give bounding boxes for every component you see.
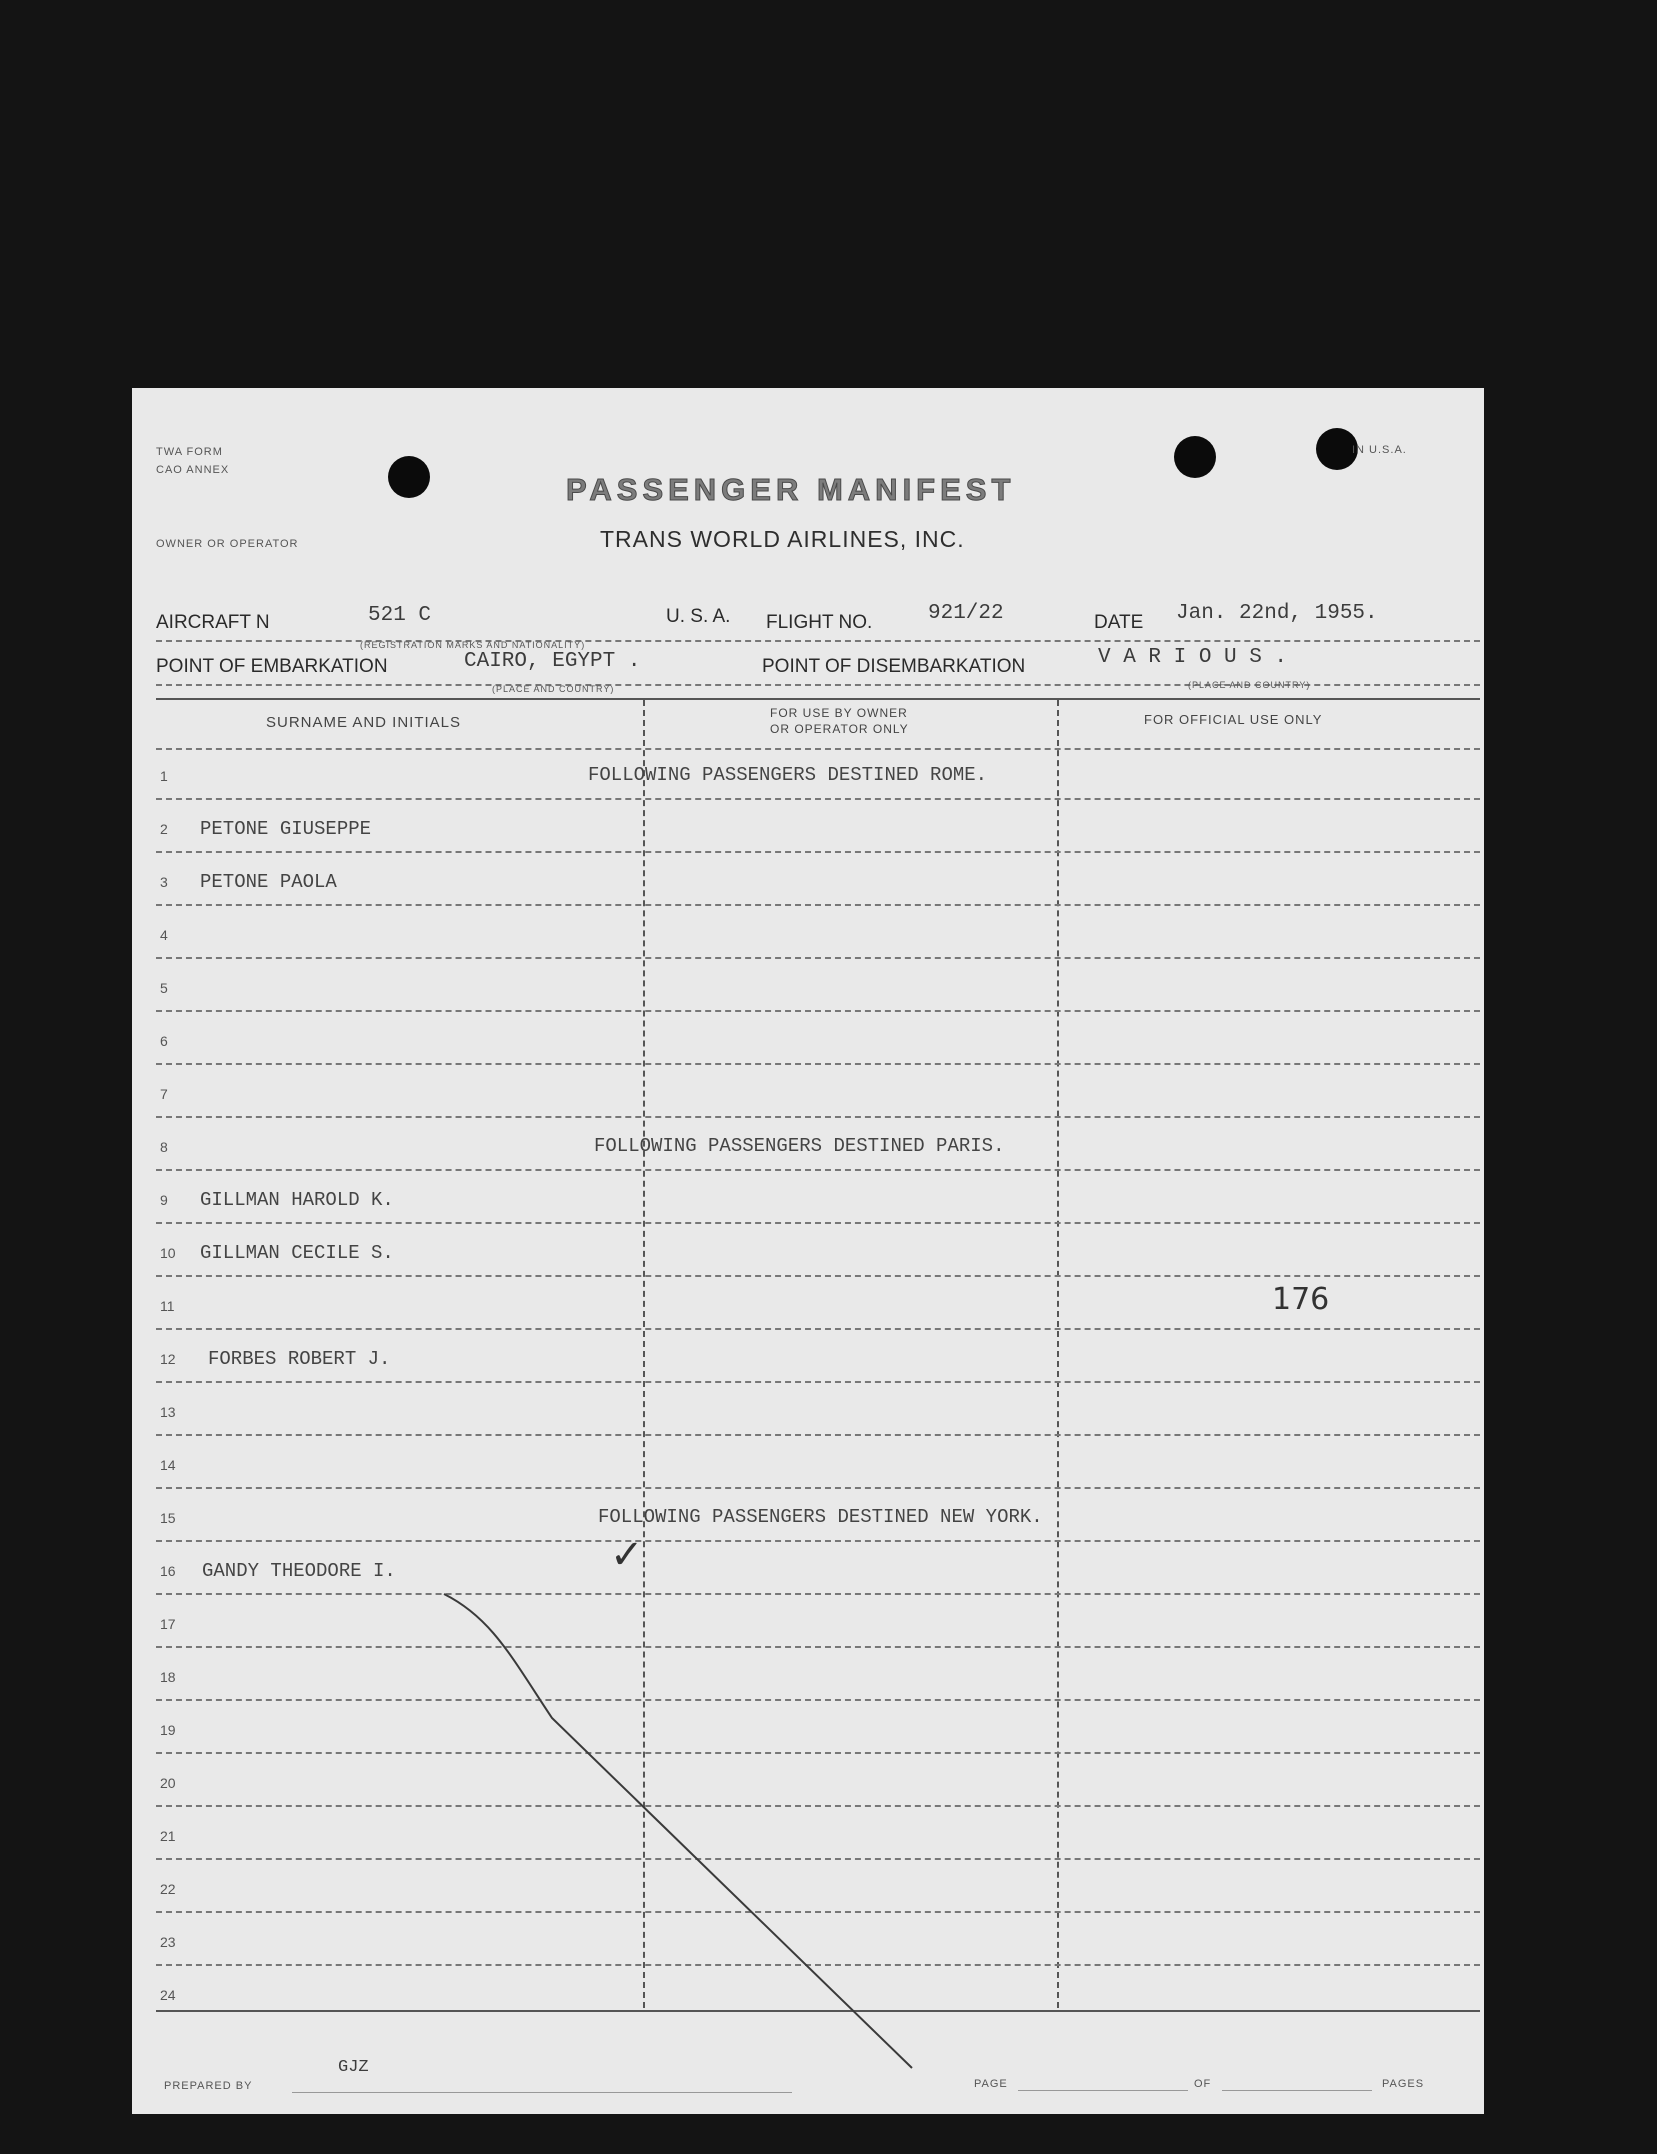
row-number: 16 bbox=[160, 1563, 176, 1579]
place-note: (PLACE AND COUNTRY) bbox=[492, 684, 615, 694]
passenger-name: PETONE GIUSEPPE bbox=[200, 818, 372, 840]
date-label: DATE bbox=[1094, 612, 1144, 633]
row-number: 21 bbox=[160, 1828, 176, 1844]
passenger-name: GILLMAN HAROLD K. bbox=[200, 1189, 394, 1211]
row-number: 5 bbox=[160, 980, 168, 996]
passenger-name: FORBES ROBERT J. bbox=[208, 1348, 391, 1370]
owner-label: OWNER OR OPERATOR bbox=[156, 538, 299, 550]
prepared-by-line bbox=[292, 2092, 792, 2093]
destination-note: FOLLOWING PASSENGERS DESTINED ROME. bbox=[588, 764, 988, 786]
embarkation-value: CAIRO, EGYPT . bbox=[464, 650, 641, 673]
column-header-surname: SURNAME AND INITIALS bbox=[266, 714, 462, 731]
company-name: TRANS WORLD AIRLINES, INC. bbox=[600, 526, 965, 552]
row-number: 2 bbox=[160, 821, 168, 837]
row-number: 1 bbox=[160, 768, 168, 784]
column-header-official: FOR OFFICIAL USE ONLY bbox=[1144, 712, 1323, 727]
row-number: 18 bbox=[160, 1669, 176, 1685]
destination-note: FOLLOWING PASSENGERS DESTINED PARIS. bbox=[594, 1135, 1005, 1157]
column-header-owner-use-2: OR OPERATOR ONLY bbox=[770, 722, 909, 736]
flight-label: FLIGHT NO. bbox=[766, 612, 873, 633]
aircraft-value: 521 C bbox=[368, 604, 432, 627]
row-number: 10 bbox=[160, 1245, 176, 1261]
disembarkation-value: V A R I O U S . bbox=[1098, 646, 1288, 669]
row-number: 19 bbox=[160, 1722, 176, 1738]
passenger-name: PETONE PAOLA bbox=[200, 871, 337, 893]
date-value: Jan. 22nd, 1955. bbox=[1176, 602, 1378, 625]
row-number: 7 bbox=[160, 1086, 168, 1102]
destination-note: FOLLOWING PASSENGERS DESTINED NEW YORK. bbox=[598, 1506, 1043, 1528]
handwritten-page-number: 176 bbox=[1272, 1282, 1330, 1317]
place-note: (PLACE AND COUNTRY) bbox=[1188, 680, 1311, 690]
disembarkation-label: POINT OF DISEMBARKATION bbox=[762, 656, 1026, 677]
of-label: OF bbox=[1194, 2078, 1212, 2090]
embarkation-label: POINT OF EMBARKATION bbox=[156, 656, 388, 677]
printed-in: IN U.S.A. bbox=[1352, 444, 1407, 456]
row-number: 4 bbox=[160, 927, 168, 943]
passenger-name: GILLMAN CECILE S. bbox=[200, 1242, 394, 1264]
prepared-by-initials: GJZ bbox=[338, 2058, 369, 2077]
row-number: 8 bbox=[160, 1139, 168, 1155]
usa-label: U. S. A. bbox=[666, 606, 731, 627]
row-number: 15 bbox=[160, 1510, 176, 1526]
row-number: 11 bbox=[160, 1298, 175, 1314]
handwritten-strike-line bbox=[132, 388, 1484, 2114]
pages-label: PAGES bbox=[1382, 2078, 1425, 2090]
check-mark: ✓ bbox=[610, 1532, 644, 1578]
page-line bbox=[1018, 2090, 1188, 2091]
row-number: 24 bbox=[160, 1987, 176, 2003]
row-number: 17 bbox=[160, 1616, 176, 1632]
row-number: 23 bbox=[160, 1934, 176, 1950]
prepared-by-label: PREPARED BY bbox=[164, 2080, 253, 2092]
row-number: 9 bbox=[160, 1192, 168, 1208]
row-number: 13 bbox=[160, 1404, 176, 1420]
row-number: 3 bbox=[160, 874, 168, 890]
row-number: 20 bbox=[160, 1775, 176, 1791]
row-number: 14 bbox=[160, 1457, 176, 1473]
of-line bbox=[1222, 2090, 1372, 2091]
page-label: PAGE bbox=[974, 2078, 1008, 2090]
row-number: 6 bbox=[160, 1033, 168, 1049]
form-annex: CAO ANNEX bbox=[156, 464, 230, 476]
passenger-name: GANDY THEODORE I. bbox=[202, 1560, 396, 1582]
row-number: 22 bbox=[160, 1881, 176, 1897]
registration-note: (REGISTRATION MARKS AND NATIONALITY) bbox=[360, 640, 586, 650]
page-title: PASSENGER MANIFEST bbox=[566, 472, 1016, 507]
aircraft-label: AIRCRAFT N bbox=[156, 612, 270, 633]
manifest-page bbox=[132, 388, 1484, 2114]
form-number: TWA FORM bbox=[156, 446, 223, 458]
flight-value: 921/22 bbox=[928, 602, 1004, 625]
row-number: 12 bbox=[160, 1351, 176, 1367]
column-header-owner-use-1: FOR USE BY OWNER bbox=[770, 706, 908, 720]
